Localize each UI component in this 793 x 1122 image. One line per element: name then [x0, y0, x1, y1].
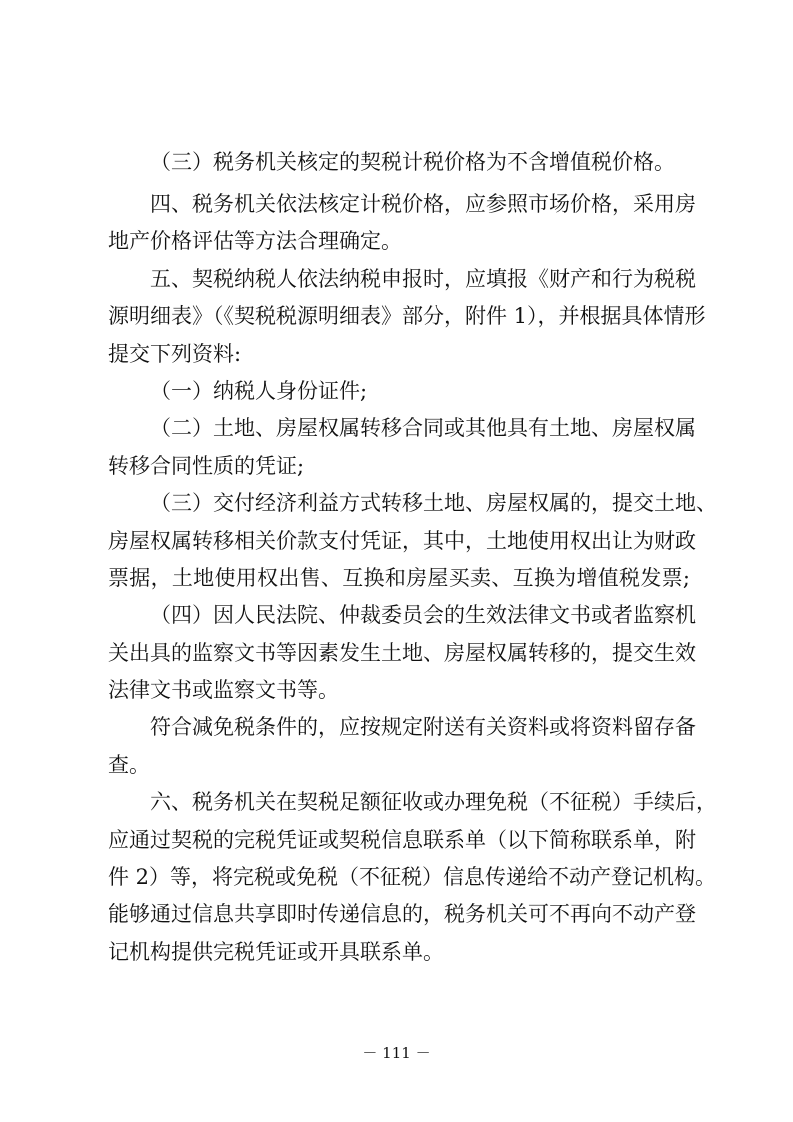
paragraph-line-20: 件 2）等，将完税或免税（不征税）信息传递给不动产登记机构。 — [108, 865, 717, 889]
paragraph-line-4: 五、契税纳税人依法纳税申报时，应填报《财产和行为税税 — [150, 267, 696, 291]
paragraph-line-16: 符合减免税条件的，应按规定附送有关资料或将资料留存备 — [150, 715, 696, 739]
page-number: － 111 － — [362, 1044, 431, 1062]
paragraph-line-13: （四）因人民法院、仲裁委员会的生效法律文书或者监察机 — [150, 603, 696, 627]
paragraph-line-7: （一）纳税人身份证件; — [150, 379, 368, 403]
paragraph-line-2: 四、税务机关依法核定计税价格，应参照市场价格，采用房 — [150, 192, 696, 216]
paragraph-line-1: （三）税务机关核定的契税计税价格为不含增值税价格。 — [150, 150, 675, 174]
paragraph-line-5: 源明细表》（《契税税源明细表》部分，附件 1），并根据具体情形 — [108, 304, 706, 328]
paragraph-line-12: 票据，土地使用权出售、互换和房屋买卖、互换为增值税发票; — [108, 566, 690, 590]
paragraph-line-3: 地产价格评估等方法合理确定。 — [108, 229, 402, 253]
paragraph-line-19: 应通过契税的完税凭证或契税信息联系单（以下简称联系单，附 — [108, 828, 696, 852]
paragraph-line-11: 房屋权属转移相关价款支付凭证，其中，土地使用权出让为财政 — [108, 529, 696, 553]
paragraph-line-10: （三）交付经济利益方式转移土地、房屋权属的，提交土地、 — [150, 491, 717, 515]
paragraph-line-9: 转移合同性质的凭证; — [108, 454, 305, 478]
paragraph-line-14: 关出具的监察文书等因素发生土地、房屋权属转移的，提交生效 — [108, 641, 696, 665]
paragraph-line-8: （二）土地、房屋权属转移合同或其他具有土地、房屋权属 — [150, 416, 696, 440]
paragraph-line-15: 法律文书或监察文书等。 — [108, 678, 339, 702]
paragraph-line-21: 能够通过信息共享即时传递信息的，税务机关可不再向不动产登 — [108, 902, 696, 926]
paragraph-line-18: 六、税务机关在契税足额征收或办理免税（不征税）手续后， — [150, 790, 717, 814]
paragraph-line-6: 提交下列资料: — [108, 342, 242, 366]
paragraph-line-17: 查。 — [108, 753, 150, 777]
paragraph-line-22: 记机构提供完税凭证或开具联系单。 — [108, 940, 444, 964]
